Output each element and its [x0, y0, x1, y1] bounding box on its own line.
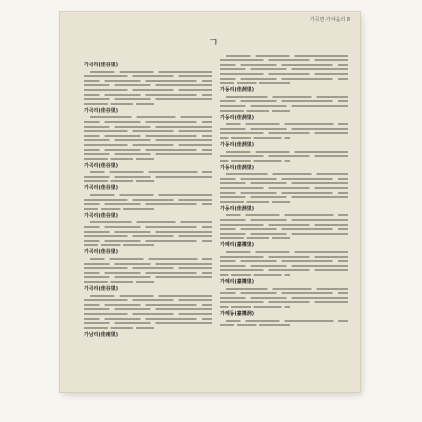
entry-text-line	[84, 272, 212, 274]
dictionary-entry	[220, 165, 348, 203]
entry-text-line	[90, 194, 212, 196]
entry-text-line	[84, 203, 212, 205]
entry-text-line	[220, 192, 348, 194]
running-head: 가곡면·가야읍의 8	[309, 17, 350, 23]
entry-text-line	[84, 153, 212, 155]
entry-text-line	[220, 306, 290, 308]
entry-text-line	[84, 80, 212, 82]
entry-text-line	[220, 78, 348, 80]
entry-text-line	[220, 269, 348, 271]
entry-text-line	[84, 144, 212, 146]
entry-text-line	[90, 295, 212, 297]
dictionary-entry	[84, 286, 212, 329]
entry-headword: 가곡리(佳谷里)	[84, 162, 119, 169]
entry-text-line	[220, 132, 348, 134]
entry-text-line	[84, 235, 212, 237]
entry-text-line	[220, 196, 348, 198]
entry-text-line	[226, 96, 348, 98]
entry-text-line	[84, 244, 154, 246]
entry-text-line	[220, 274, 290, 276]
entry-text-line	[84, 263, 212, 265]
dictionary-entry	[84, 108, 212, 160]
entry-text-line	[84, 313, 212, 315]
entry-text-line	[84, 322, 212, 324]
entry-text-line	[220, 292, 348, 294]
entry-headword: 가동리(佳洞里)	[220, 205, 255, 212]
entry-text-line	[220, 297, 348, 299]
entry-text-line	[90, 221, 212, 223]
dictionary-entry	[220, 142, 348, 162]
entry-text-line	[84, 158, 154, 160]
entry-text-line	[220, 237, 290, 239]
entry-headword: 가곡리(佳谷里)	[84, 185, 119, 192]
entry-text-line	[84, 267, 212, 269]
entry-text-line	[84, 176, 212, 178]
entry-text-line	[84, 135, 212, 137]
dictionary-entry	[220, 311, 348, 326]
entry-text-line	[220, 182, 348, 184]
entry-text-line	[226, 251, 348, 253]
entry-text-line	[220, 155, 348, 157]
entry-headword: 가곡리(佳谷里)	[84, 107, 119, 114]
dictionary-entry	[84, 213, 212, 247]
entry-text-line	[84, 231, 212, 233]
entry-headword: 가동리(佳洞里)	[220, 141, 255, 148]
entry-headword: 가동리(佳洞里)	[220, 87, 255, 94]
entry-headword: 가동리(佳洞里)	[220, 164, 255, 171]
entry-headword: 가례리(嘉禮里)	[220, 278, 255, 285]
entry-text-line	[220, 187, 348, 189]
entry-text-line	[84, 226, 212, 228]
dictionary-entry	[220, 279, 348, 308]
entry-headword: 가례리(嘉禮里)	[220, 242, 255, 249]
entry-text-line	[84, 240, 212, 242]
entry-text-line	[90, 71, 212, 73]
entry-text-line	[84, 84, 212, 86]
entry-text-line	[84, 208, 154, 210]
entry-text-line	[226, 320, 348, 322]
entry-text-line	[220, 64, 348, 66]
entry-text-line	[220, 105, 348, 107]
entry-text-line	[84, 75, 212, 77]
dictionary-entry	[84, 185, 212, 209]
entry-text-line	[84, 276, 212, 278]
entry-text-line	[220, 137, 290, 139]
entry-text-line	[220, 178, 348, 180]
dictionary-entry	[220, 242, 348, 276]
entry-headword: 가례동(嘉禮洞)	[220, 310, 255, 317]
entry-text-line	[220, 228, 348, 230]
dictionary-entry	[220, 115, 348, 139]
entry-text-line	[84, 199, 212, 201]
entry-text-line	[220, 233, 348, 235]
entry-text-line	[220, 160, 290, 162]
entry-text-line	[84, 139, 212, 141]
entry-text-line	[84, 149, 212, 151]
entry-text-line	[220, 301, 348, 303]
entry-text-line	[84, 281, 154, 283]
right-column	[220, 52, 348, 380]
book-page	[60, 12, 360, 392]
dictionary-entry	[84, 332, 212, 338]
entry-text-line	[226, 55, 348, 57]
entry-text-line	[220, 59, 348, 61]
entry-text-line	[84, 98, 212, 100]
entry-headword: 가곡리(佳谷里)	[84, 249, 119, 256]
entry-text-line	[84, 299, 212, 301]
dictionary-entry	[84, 62, 212, 105]
entry-text-line	[226, 214, 348, 216]
entry-headword: 가곡리(佳谷里)	[84, 62, 119, 68]
entry-text-line	[226, 173, 348, 175]
entry-text-line	[220, 128, 348, 130]
entry-text-line	[90, 258, 212, 260]
entry-headword: 가남리(佳南里)	[84, 331, 119, 338]
entry-text-line	[84, 327, 154, 329]
entry-text-line	[226, 288, 348, 290]
entry-text-line	[220, 265, 348, 267]
dictionary-entry	[84, 163, 212, 183]
entry-text-line	[90, 171, 212, 173]
entry-text-line	[220, 82, 290, 84]
entry-text-line	[84, 308, 212, 310]
entry-text-line	[84, 318, 212, 320]
dictionary-entry	[220, 87, 348, 111]
entry-headword: 가곡리(佳谷里)	[84, 212, 119, 219]
dictionary-entry	[84, 249, 212, 283]
entry-text-line	[220, 256, 348, 258]
dictionary-entry	[220, 206, 348, 240]
entry-text-line	[84, 180, 154, 182]
entry-text-line	[220, 68, 348, 70]
entry-text-line	[90, 116, 212, 118]
entry-headword: 가곡리(佳谷里)	[84, 285, 119, 292]
entry-text-line	[220, 73, 348, 75]
entry-text-line	[84, 103, 154, 105]
entry-text-line	[220, 260, 348, 262]
entry-text-line	[84, 89, 212, 91]
section-mark: ㄱ	[208, 36, 219, 49]
entry-text-line	[220, 110, 290, 112]
entry-text-line	[84, 121, 212, 123]
entry-text-line	[220, 219, 348, 221]
entry-text-line	[226, 123, 348, 125]
dictionary-entry	[220, 55, 348, 85]
entry-text-line	[84, 130, 212, 132]
entry-text-line	[220, 201, 290, 203]
left-column	[84, 62, 212, 380]
entry-text-line	[220, 324, 290, 326]
entry-text-line	[220, 224, 348, 226]
entry-text-line	[84, 94, 212, 96]
entry-text-line	[84, 304, 212, 306]
entry-text-line	[84, 126, 212, 128]
entry-headword: 가동리(佳洞里)	[220, 114, 255, 121]
entry-text-line	[220, 100, 348, 102]
entry-text-line	[226, 151, 348, 153]
